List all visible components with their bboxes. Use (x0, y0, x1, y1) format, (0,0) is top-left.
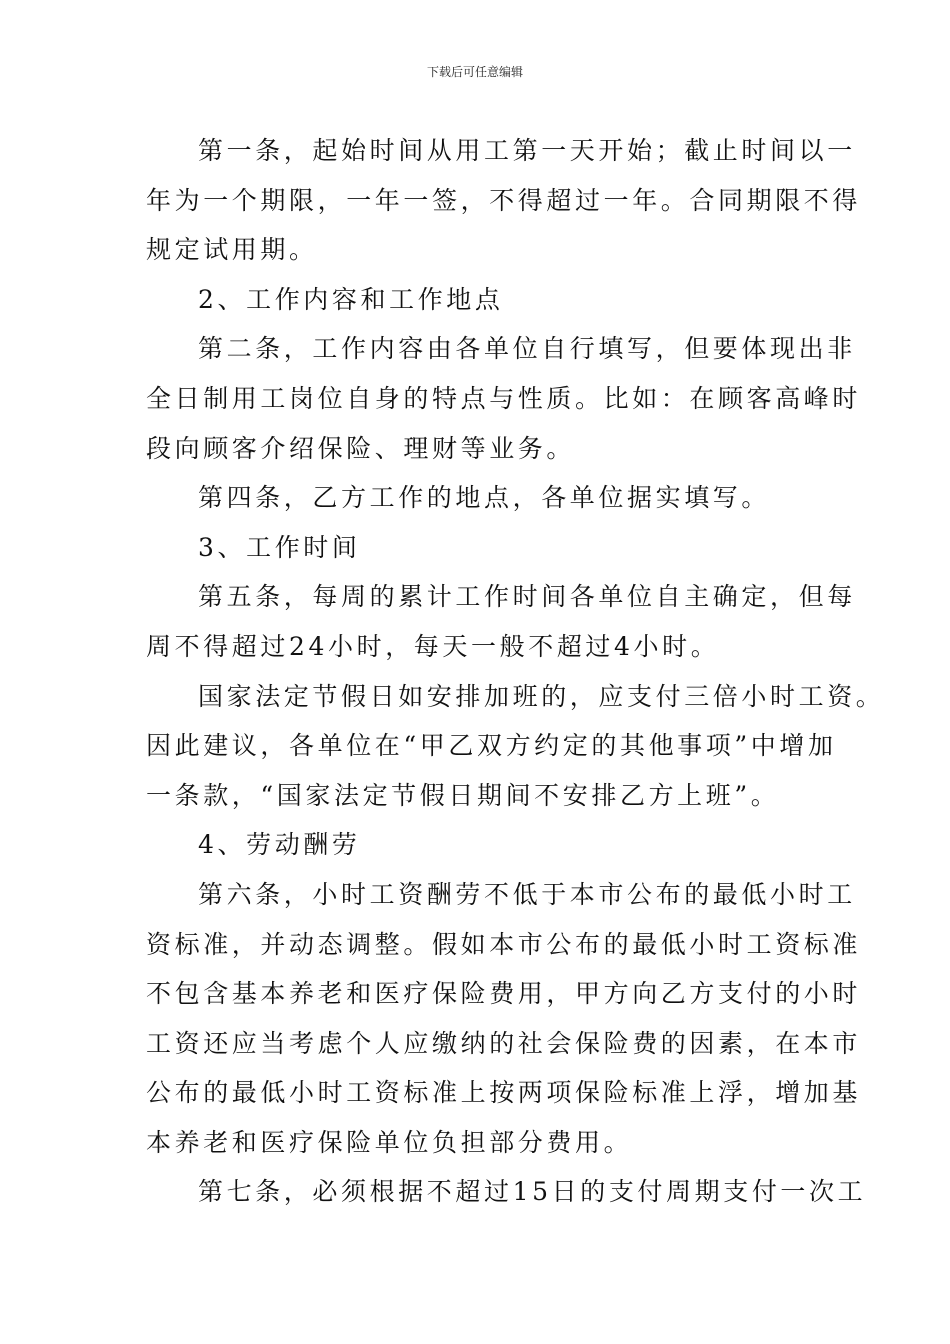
text-line: 第七条，必须根据不超过15日的支付周期支付一次工 (198, 1177, 867, 1207)
text-line: 第二条，工作内容由各单位自行填写，但要体现出非 (198, 334, 856, 364)
text-line: 第一条，起始时间从用工第一天开始；截止时间以一 (198, 136, 856, 165)
text-line: 国家法定节假日如安排加班的，应支付三倍小时工资。 (198, 681, 885, 711)
text-line: 本养老和医疗保险单位负担部分费用。 (146, 1127, 633, 1157)
section-heading: 4、劳动酬劳 (198, 830, 361, 860)
text-line: 工资还应当考虑个人应缴纳的社会保险费的因素，在本市 (146, 1028, 862, 1058)
text-line: 规定试用期。 (146, 235, 318, 265)
text-line: 年为一个期限，一年一签，不得超过一年。合同期限不得 (146, 185, 862, 215)
page-header: 下载后可任意编辑 (426, 65, 523, 79)
text-line: 因此建议，各单位在“甲乙双方约定的其他事项”中增加 (146, 731, 837, 761)
text-line: 资标准，并动态调整。假如本市公布的最低小时工资标准 (146, 929, 862, 959)
section-heading: 2、工作内容和工作地点 (198, 284, 504, 314)
section-heading: 3、工作时间 (198, 532, 361, 562)
text-line: 周不得超过24小时，每天一般不超过4小时。 (146, 631, 720, 661)
text-line: 公布的最低小时工资标准上按两项保险标准上浮，增加基 (146, 1078, 862, 1108)
text-line: 第六条，小时工资酬劳不低于本市公布的最低小时工 (198, 879, 856, 909)
text-line: 全日制用工岗位自身的特点与性质。比如：在顾客高峰时 (146, 383, 862, 413)
text-line: 第四条，乙方工作的地点，各单位据实填写。 (198, 483, 771, 513)
text-line: 一条款，“国家法定节假日期间不安排乙方上班”。 (146, 780, 780, 810)
document-body (146, 126, 885, 1217)
text-line: 段向顾客介绍保险、理财等业务。 (146, 433, 576, 463)
text-line: 第五条，每周的累计工作时间各单位自主确定，但每 (198, 582, 856, 612)
text-line: 不包含基本养老和医疗保险费用，甲方向乙方支付的小时 (146, 979, 862, 1009)
